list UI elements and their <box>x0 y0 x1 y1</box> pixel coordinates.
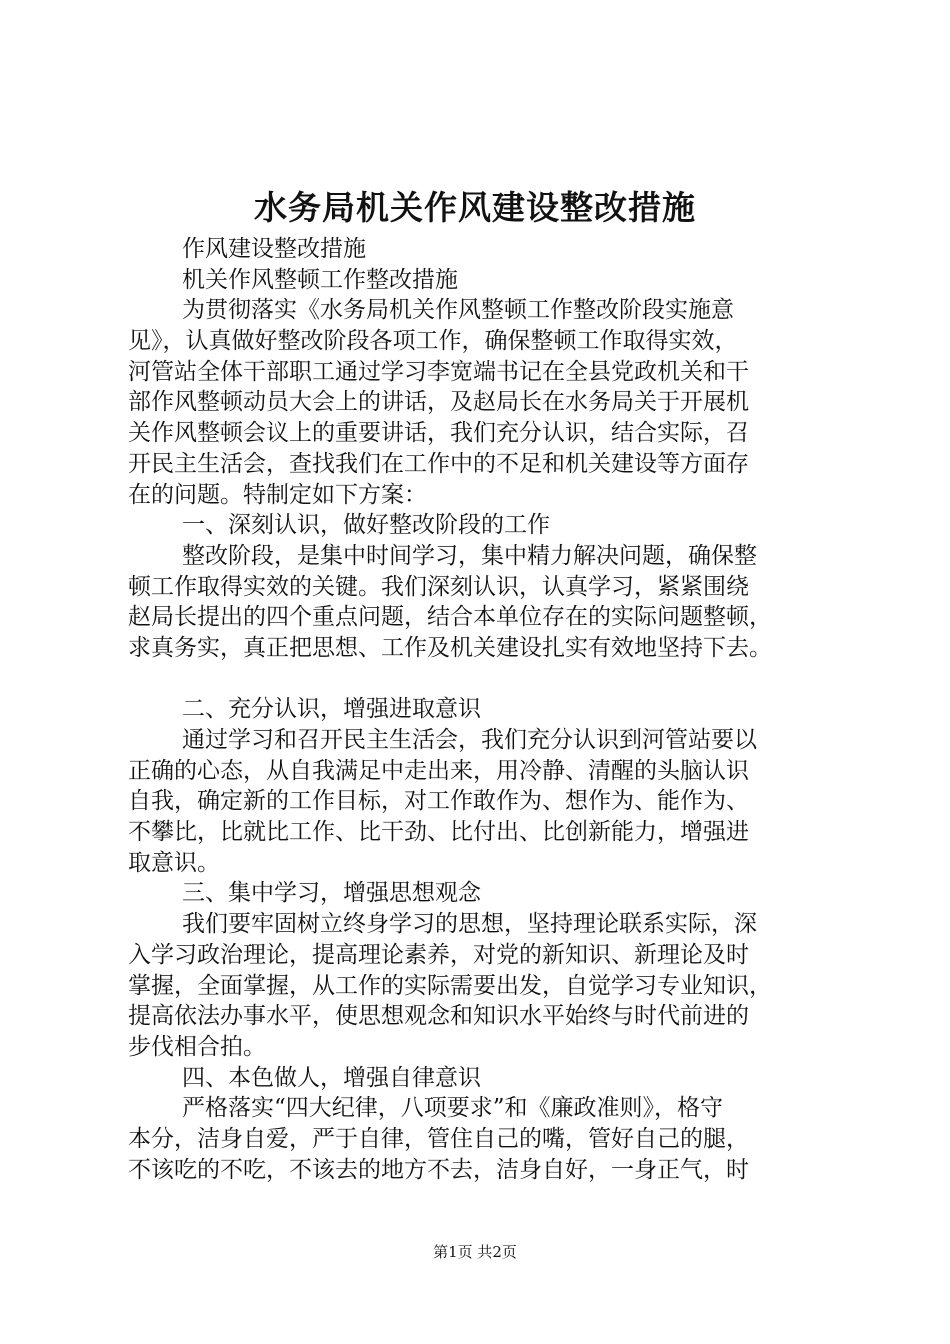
section-heading: 一、深刻认识，做好整改阶段的工作 <box>182 512 550 539</box>
paragraph-line: 严格落实“四大纪律，八项要求”和《廉政准则》，格守 <box>182 1095 724 1122</box>
paragraph-line: 通过学习和召开民主生活会，我们充分认识到河管站要以 <box>182 727 757 753</box>
paragraph-line: 掌握，全面掌握，从工作的实际需要出发，自觉学习专业知识， <box>128 972 772 999</box>
paragraph-line: 步伐相合拍。 <box>128 1033 266 1060</box>
paragraph-line: 不该吃的不吃，不该去的地方不去，洁身自好，一身正气，时 <box>128 1156 749 1183</box>
document-body <box>128 234 828 1185</box>
paragraph-line: 求真务实，真正把思想、工作及机关建设扎实有效地坚持下去。 <box>128 634 772 661</box>
paragraph-line: 关作风整顿会议上的重要讲话，我们充分认识，结合实际，召 <box>128 420 749 447</box>
paragraph-line: 不攀比，比就比工作、比干劲、比付出、比创新能力，增强进 <box>128 819 749 846</box>
section-heading: 二、充分认识，增强进取意识 <box>182 696 481 723</box>
section-heading: 三、集中学习，增强思想观念 <box>182 880 481 907</box>
paragraph-line: 开民主生活会，查找我们在工作中的不足和机关建设等方面存 <box>128 450 749 477</box>
paragraph-line: 河管站全体干部职工通过学习李宽端书记在全县党政机关和干 <box>128 358 749 385</box>
paragraph-line: 提高依法办事水平，使思想观念和知识水平始终与时代前进的 <box>128 1003 749 1030</box>
paragraph-line: 正确的心态，从自我满足中走出来，用冷静、清醒的头脑认识 <box>128 757 749 784</box>
paragraph-line: 取意识。 <box>128 849 220 876</box>
document-title: 水务局机关作风建设整改措施 <box>254 188 696 227</box>
paragraph-line: 本分，洁身自爱，严于自律，管住自己的嘴，管好自己的腿， <box>128 1125 749 1152</box>
paragraph-line: 整改阶段，是集中时间学习，集中精力解决问题，确保整 <box>182 542 757 569</box>
paragraph-line: 我们要牢固树立终身学习的思想，坚持理论联系实际，深 <box>182 911 757 938</box>
paragraph-gap <box>128 664 828 695</box>
paragraph-line: 见》，认真做好整改阶段各项工作，确保整顿工作取得实效， <box>128 328 738 355</box>
paragraph-line: 自我，确定新的工作目标，对工作敢作为、想作为、能作为、 <box>128 788 749 815</box>
subtitle-line: 作风建设整改措施 <box>182 236 366 262</box>
paragraph-line: 在的问题。特制定如下方案： <box>128 481 427 508</box>
paragraph-line: 顿工作取得实效的关键。我们深刻认识，认真学习，紧紧围绕 <box>128 573 749 600</box>
page-footer: 第1页 共2页 <box>433 1243 517 1261</box>
subtitle-line: 机关作风整顿工作整改措施 <box>182 266 458 293</box>
paragraph-line: 入学习政治理论，提高理论素养，对党的新知识、新理论及时 <box>128 941 749 968</box>
paragraph-line: 赵局长提出的四个重点问题，结合本单位存在的实际问题整顿， <box>128 604 772 631</box>
paragraph-line: 为贯彻落实《水务局机关作风整顿工作整改阶段实施意 <box>182 297 734 324</box>
paragraph-line: 部作风整顿动员大会上的讲话，及赵局长在水务局关于开展机 <box>128 389 749 416</box>
section-heading: 四、本色做人，增强自律意识 <box>182 1064 481 1091</box>
